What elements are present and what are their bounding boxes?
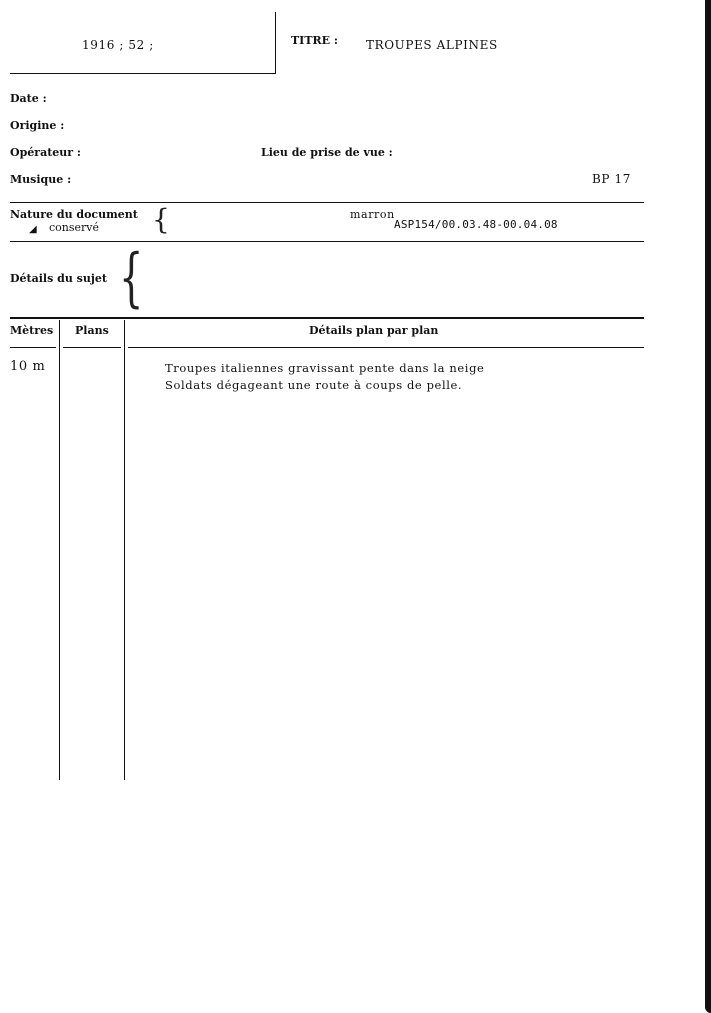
- col-details-header: Détails plan par plan: [309, 324, 439, 337]
- row-detail-line-1: Troupes italiennes gravissant pente dans la neige: [165, 361, 485, 375]
- nature-code-value: ASP154/00.03.48-00.04.08: [394, 218, 558, 231]
- reference-code: 1916 ; 52 ;: [82, 38, 154, 52]
- musique-label: Musique :: [10, 173, 72, 186]
- nature-label-line2: conservé: [49, 221, 100, 234]
- operateur-label: Opérateur :: [10, 146, 81, 159]
- col-metres-header: Mètres: [10, 324, 54, 337]
- column-divider-2: [124, 320, 125, 780]
- catalog-code: BP 17: [592, 172, 631, 186]
- nature-top-rule: [10, 202, 644, 203]
- table-top-rule: [10, 317, 644, 319]
- header-box-bottom-border: [10, 73, 276, 74]
- titre-value: TROUPES ALPINES: [366, 38, 498, 52]
- pointer-mark-icon: ◢: [29, 224, 37, 235]
- details-sujet-label: Détails du sujet: [10, 272, 107, 285]
- titre-label: TITRE :: [291, 34, 338, 47]
- table-header-rule-plans: [63, 347, 121, 348]
- col-plans-header: Plans: [75, 324, 109, 337]
- nature-label: Nature du document: [10, 208, 138, 221]
- nature-brace-icon: {: [152, 203, 170, 236]
- header-box-right-border: [275, 12, 276, 74]
- table-header-rule-details: [128, 347, 644, 348]
- table-header-rule-metres: [10, 347, 56, 348]
- column-divider-1: [59, 320, 60, 780]
- scan-edge: [705, 0, 711, 1013]
- nature-bottom-rule: [10, 241, 644, 242]
- row-detail-line-2: Soldats dégageant une route à coups de pelle.: [165, 378, 463, 392]
- date-label: Date :: [10, 92, 47, 105]
- row-metres: 10 m: [10, 359, 46, 374]
- origine-label: Origine :: [10, 119, 65, 132]
- lieu-label: Lieu de prise de vue :: [261, 146, 393, 159]
- nature-color-value: marron: [350, 208, 395, 221]
- details-sujet-brace-icon: {: [119, 241, 144, 315]
